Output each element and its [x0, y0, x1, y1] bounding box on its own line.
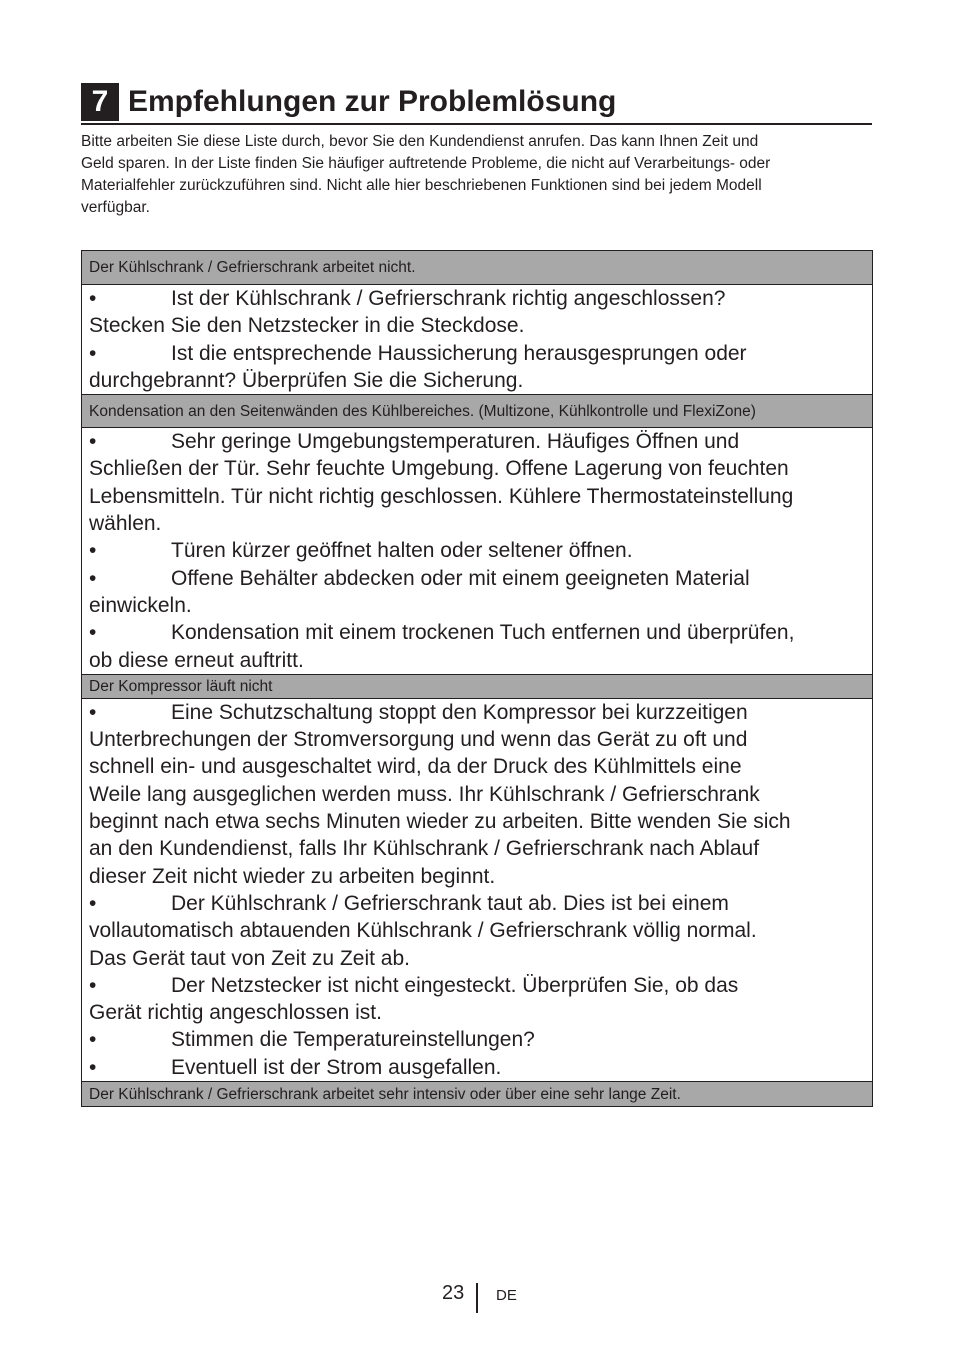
solution-text: einwickeln. — [89, 593, 192, 617]
solution-text: an den Kundendienst, falls Ihr Kühlschrank / Gefrierschrank nach Ablauf — [89, 837, 760, 861]
solution-text: Der Netzstecker ist nicht eingesteckt. Überprüfen Sie, ob das — [171, 973, 739, 997]
solution-continuation — [89, 917, 864, 944]
solution-text: Lebensmitteln. Tür nicht richtig geschlossen. Kühlere Thermostateinstellung — [89, 484, 794, 508]
solution-text: schnell ein- und ausgeschaltet wird, da der Druck des Kühlmittels eine — [89, 755, 742, 779]
solution-text: Eventuell ist der Strom ausgefallen. — [171, 1055, 502, 1079]
bullet-icon: • — [89, 621, 97, 645]
bullet-icon: • — [89, 1028, 97, 1052]
solution-item — [89, 565, 864, 592]
solution-item — [89, 537, 864, 564]
intro-paragraph — [81, 131, 876, 219]
solution-text: Unterbrechungen der Stromversorgung und wenn das Gerät zu oft und — [89, 728, 748, 752]
solution-text: ob diese erneut auftritt. — [89, 648, 304, 672]
section-header — [81, 83, 872, 125]
problem-title: Kondensation an den Seitenwänden des Kühlbereiches. (Multizone, Kühlkontrolle und FlexiZone) — [82, 394, 872, 427]
footer-divider — [476, 1283, 478, 1313]
bullet-icon: • — [89, 287, 97, 310]
solution-continuation — [89, 999, 864, 1026]
solution-item — [89, 699, 864, 726]
solution-item — [89, 340, 864, 367]
bullet-icon: • — [89, 891, 97, 915]
solution-text: Stecken Sie den Netzstecker in die Steckdose. — [89, 314, 525, 338]
solution-text: Offene Behälter abdecken oder mit einem geeigneten Material — [171, 566, 750, 590]
solution-text: Türen kürzer geöffnet halten oder seltener öffnen. — [171, 539, 633, 563]
section-title: Empfehlungen zur Problemlösung — [128, 85, 617, 118]
problem-title: Der Kompressor läuft nicht — [82, 674, 872, 698]
solution-text: Ist die entsprechende Haussicherung herausgesprungen oder — [171, 341, 747, 365]
problem-solutions — [82, 427, 872, 674]
intro-line: Materialfehler zurückzuführen sind. Nicht alle hier beschriebenen Funktionen sind bei jedem Modell — [81, 177, 762, 194]
solution-item — [89, 285, 864, 312]
troubleshooting-table — [81, 250, 873, 1107]
solution-text: Schließen der Tür. Sehr feuchte Umgebung. Offene Lagerung von feuchten — [89, 457, 789, 481]
solution-item — [89, 428, 864, 455]
solution-text: dieser Zeit nicht wieder zu arbeiten beginnt. — [89, 864, 496, 888]
solution-continuation — [89, 835, 864, 862]
solution-continuation — [89, 510, 864, 537]
solution-item — [89, 1026, 864, 1053]
solution-text: vollautomatisch abtauenden Kühlschrank / Gefrierschrank völlig normal. — [89, 919, 757, 943]
solution-text: Das Gerät taut von Zeit zu Zeit ab. — [89, 946, 410, 970]
solution-continuation — [89, 592, 864, 619]
solution-continuation — [89, 483, 864, 510]
solution-item — [89, 619, 864, 646]
solution-continuation — [89, 455, 864, 482]
solution-text: Gerät richtig angeschlossen ist. — [89, 1001, 382, 1025]
solution-text: Stimmen die Temperatureinstellungen? — [171, 1028, 535, 1052]
intro-line: verfügbar. — [81, 199, 150, 216]
bullet-icon: • — [89, 539, 97, 563]
language-code: DE — [496, 1287, 517, 1304]
solution-item — [89, 890, 864, 917]
solution-continuation — [89, 808, 864, 835]
page-number: 23 — [442, 1282, 465, 1304]
solution-continuation — [89, 312, 864, 339]
problem-title: Der Kühlschrank / Gefrierschrank arbeitet sehr intensiv oder über eine sehr lange Zeit. — [82, 1081, 872, 1106]
solution-item — [89, 972, 864, 999]
bullet-icon: • — [89, 341, 97, 365]
solution-text: Sehr geringe Umgebungstemperaturen. Häufiges Öffnen und — [171, 430, 740, 454]
solution-continuation — [89, 945, 864, 972]
solution-text: Kondensation mit einem trockenen Tuch entfernen und überprüfen, — [171, 621, 795, 645]
problem-solutions — [82, 284, 872, 394]
problem-solutions — [82, 698, 872, 1081]
intro-line: Geld sparen. In der Liste finden Sie häufiger auftretende Probleme, die nicht auf Verarbeitungs- oder — [81, 155, 771, 172]
bullet-icon: • — [89, 566, 97, 590]
bullet-icon: • — [89, 973, 97, 997]
solution-continuation — [89, 726, 864, 753]
solution-continuation — [89, 367, 864, 394]
solution-continuation — [89, 781, 864, 808]
solution-continuation — [89, 647, 864, 674]
bullet-icon: • — [89, 430, 97, 454]
intro-line: Bitte arbeiten Sie diese Liste durch, bevor Sie den Kundendienst anrufen. Das kann Ihnen Zeit und — [81, 133, 759, 150]
solution-continuation — [89, 753, 864, 780]
bullet-icon: • — [89, 700, 97, 724]
solution-text: Eine Schutzschaltung stoppt den Kompressor bei kurzzeitigen — [171, 700, 748, 724]
solution-text: Ist der Kühlschrank / Gefrierschrank richtig angeschlossen? — [171, 287, 726, 310]
solution-text: wählen. — [89, 512, 162, 536]
section-number: 7 — [81, 83, 119, 121]
bullet-icon: • — [89, 1055, 97, 1079]
solution-text: beginnt nach etwa sechs Minuten wieder zu arbeiten. Bitte wenden Sie sich — [89, 810, 791, 834]
problem-title: Der Kühlschrank / Gefrierschrank arbeitet nicht. — [82, 251, 872, 284]
solution-text: durchgebrannt? Überprüfen Sie die Sicherung. — [89, 368, 524, 392]
solution-item — [89, 1054, 864, 1081]
solution-text: Der Kühlschrank / Gefrierschrank taut ab. Dies ist bei einem — [171, 891, 729, 915]
solution-text: Weile lang ausgeglichen werden muss. Ihr Kühlschrank / Gefrierschrank — [89, 782, 760, 806]
solution-continuation — [89, 863, 864, 890]
